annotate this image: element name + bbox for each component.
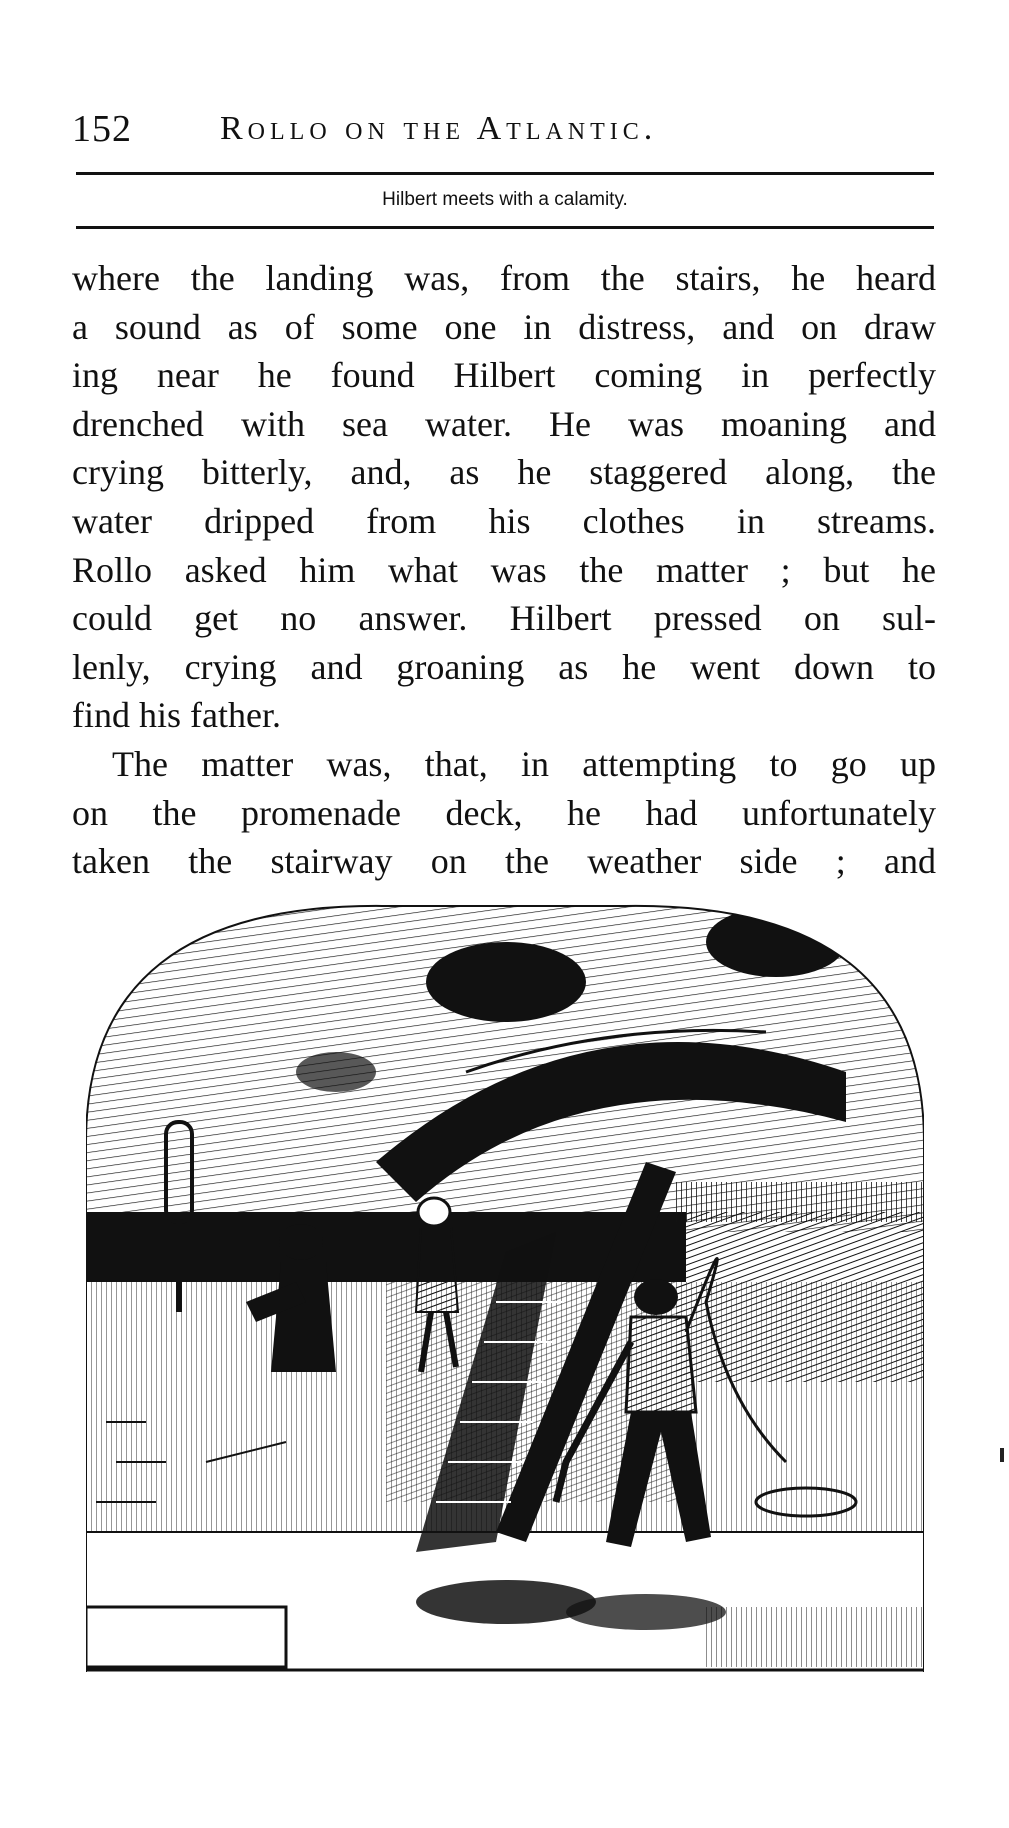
text-line: where the landing was, from the stairs, he heard <box>72 258 936 298</box>
text-line: crying bitterly, and, as he staggered along, the <box>72 452 936 493</box>
text-line: find his father. <box>72 695 281 736</box>
engraving-ship-deck <box>86 902 924 1672</box>
text-line: water dripped from his clothes in streams. <box>72 500 936 541</box>
running-header <box>72 104 932 154</box>
text-line: a sound as of some one in distress, and on draw <box>72 306 936 347</box>
text-line: lenly, crying and groaning as he went down to <box>72 646 936 687</box>
running-title: Rollo on the Atlantic. <box>220 110 658 147</box>
header-rule-top <box>76 172 934 175</box>
text-line: drenched with sea water. He was moaning and <box>72 403 936 444</box>
illustration <box>86 902 924 1672</box>
page-number: 152 <box>72 108 132 150</box>
text-line: taken the stairway on the weather side ; and <box>72 841 936 882</box>
header-rule-bottom <box>76 226 934 229</box>
text-line: ing near he found Hilbert coming in perfectly <box>72 355 936 396</box>
text-line: The matter was, that, in attempting to go up <box>112 743 936 784</box>
text-line: could get no answer. Hilbert pressed on sul- <box>72 598 936 639</box>
margin-mark <box>1000 1448 1004 1462</box>
text-line: Rollo asked him what was the matter ; but he <box>72 549 936 590</box>
text-line: on the promenade deck, he had unfortunately <box>72 792 936 833</box>
chapter-heading: Hilbert meets with a calamity. <box>382 189 628 210</box>
body-text <box>72 254 936 886</box>
